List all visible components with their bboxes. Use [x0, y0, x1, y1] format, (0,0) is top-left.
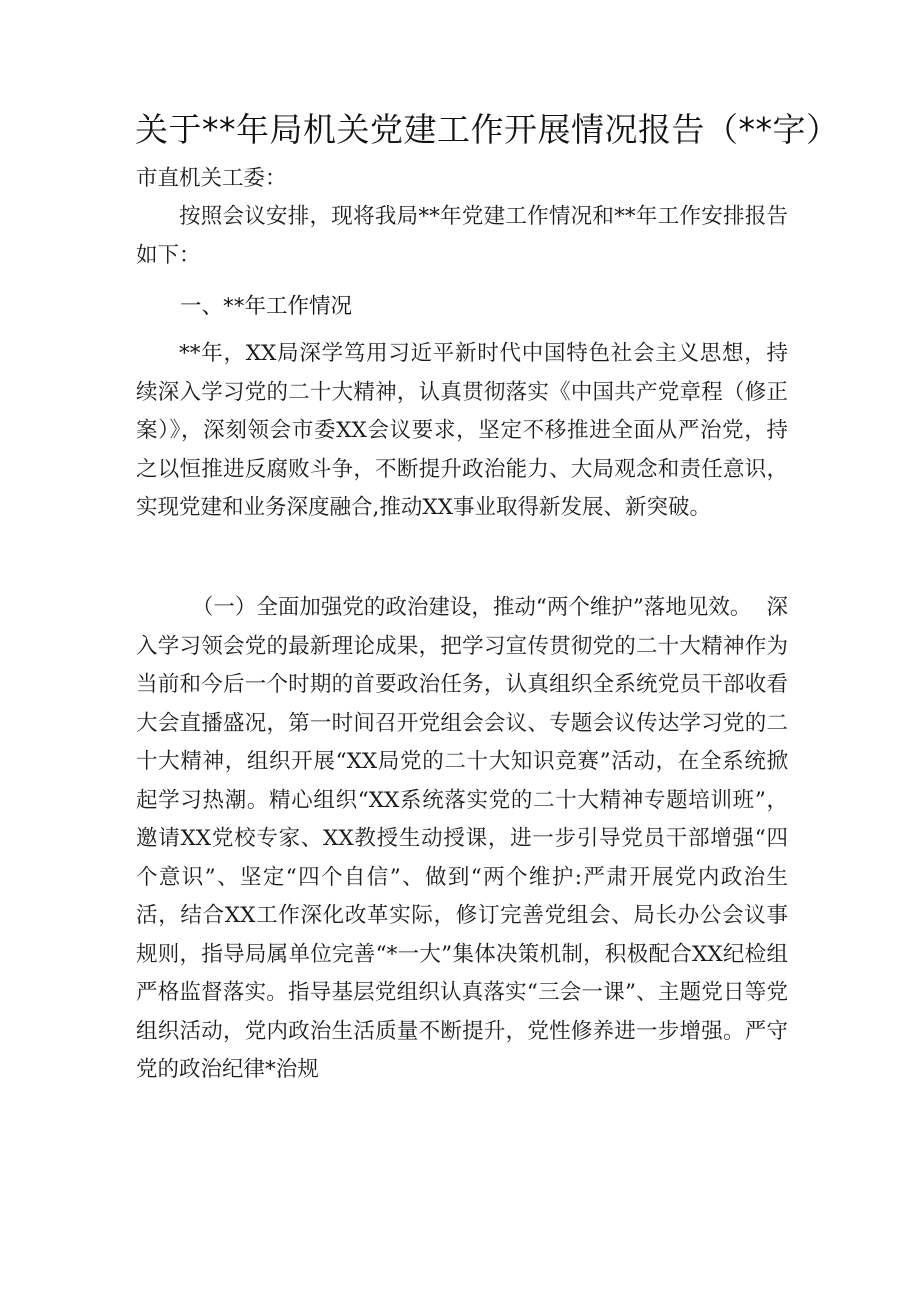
intro-paragraph: 按照会议安排，现将我局**年党建工作情况和**年工作安排报告如下：	[136, 204, 788, 268]
subsection-paragraph	[136, 589, 788, 1090]
document-title: 关于**年局机关党建工作开展情况报告（**字）	[135, 110, 840, 149]
subsection-heading: （一）全面加强党的政治建设，推动“两个维护”落地见效。	[191, 595, 752, 620]
summary-paragraph: **年，XX局深学笃用习近平新时代中国特色社会主义思想，持续深入学习党的二十大精神，认真贯彻落实《中国共产党章程（修正案）》，深刻领会市委XX会议要求，坚定不移推进全面从严治党，持之以恒推进反腐败斗争，不断提升政治能力、大局观念和责任意识，实现党建和业务深度融合,推动XX事业取得新发展、新突破。	[136, 341, 788, 520]
subsection-body: 深入学习领会党的最新理论成果，把学习宣传贯彻党的二十大精神作为当前和今后一个时期的首要政治任务，认真组织全系统党员干部收看大会直播盛况，第一时间召开党组会会议、专题会议传达学习党的二十大精神，组织开展“XX局党的二十大知识竞赛”活动，在全系统掀起学习热潮。精心组织“XX系统落实党的二十大精神专题培训班”，邀请XX党校专家、XX教授生动授课，进一步引导党员干部增强“四个意识”、坚定“四个自信”、做到“两个维护:严肃开展党内政治生活，结合XX工作深化改革实际，修订完善党组会、局长办公会议事规则，指导局属单位完善“*一大”集体决策机制，积极配合XX纪检组严格监督落实。指导基层党组织认真落实“三会一课”、主题党日等党组织活动，党内政治生活质量不断提升，党性修养进一步增强。严守党的政治纪律*治规	[136, 595, 788, 1082]
section-heading: 一、**年工作情况	[180, 294, 353, 319]
salutation: 市直机关工委：	[136, 166, 287, 191]
